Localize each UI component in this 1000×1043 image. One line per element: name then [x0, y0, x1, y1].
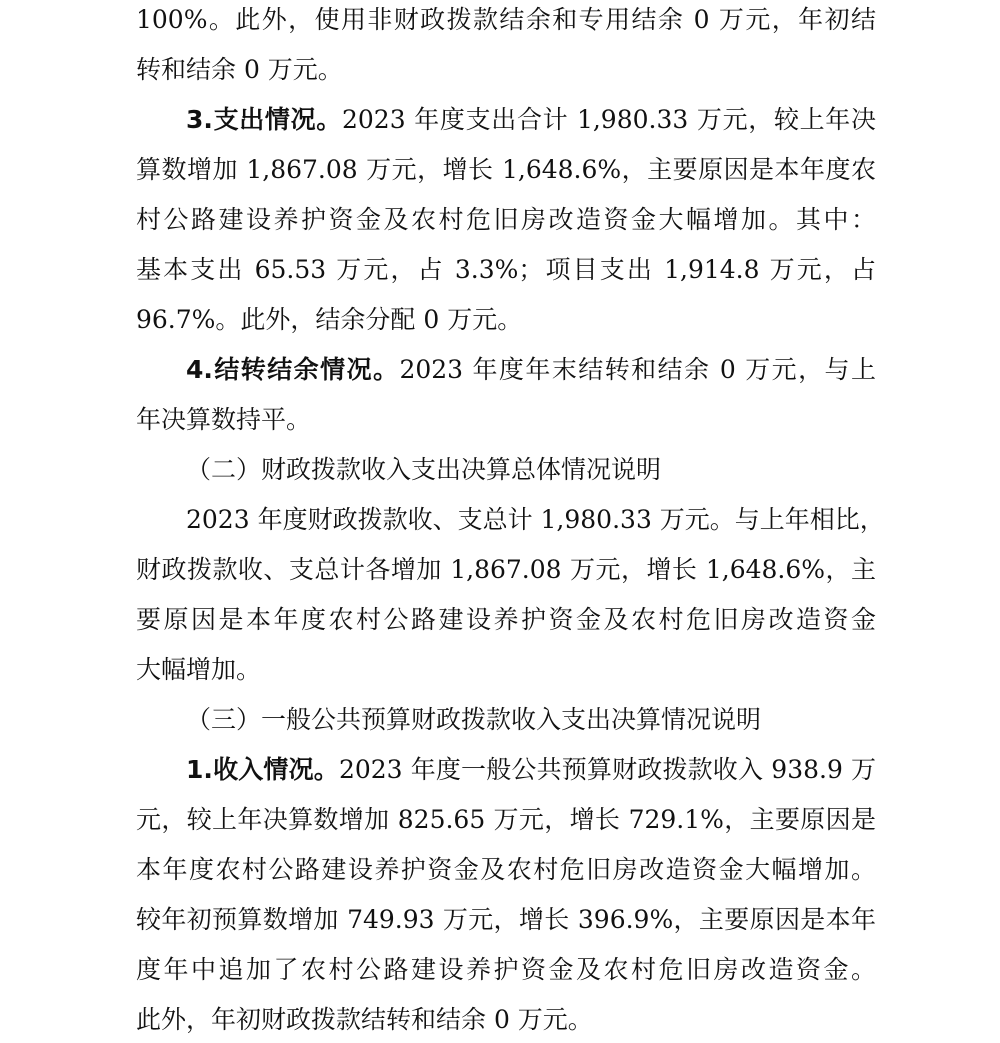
paragraph-line: 本年度农村公路建设养护资金及农村危旧房改造资金大幅增加。: [136, 855, 876, 884]
paragraph-line: 财政拨款收、支总计各增加 1,867.08 万元，增长 1,648.6%，主: [136, 555, 876, 584]
paragraph-line: 大幅增加。: [136, 655, 262, 684]
paragraph-line: 转和结余 0 万元。: [136, 55, 343, 84]
paragraph-heading: 1.收入情况。: [186, 755, 339, 784]
section-heading: （二）财政拨款收入支出决算总体情况说明: [186, 455, 662, 484]
paragraph-line: [186, 100, 876, 140]
paragraph-line: [186, 750, 876, 790]
paragraph-line: 96.7%。此外，结余分配 0 万元。: [136, 305, 523, 334]
paragraph-heading: 3.支出情况。: [186, 105, 342, 134]
paragraph-line: 2023 年度财政拨款收、支总计 1,980.33 万元。与上年相比，: [186, 505, 885, 534]
paragraph-line: 基本支出 65.53 万元，占 3.3%；项目支出 1,914.8 万元，占: [136, 255, 876, 284]
section-heading: （三）一般公共预算财政拨款收入支出决算情况说明: [186, 705, 762, 734]
paragraph-line: 度年中追加了农村公路建设养护资金及农村危旧房改造资金。: [136, 955, 876, 984]
paragraph-line: 村公路建设养护资金及农村危旧房改造资金大幅增加。其中：: [136, 205, 876, 234]
paragraph-line: 较年初预算数增加 749.93 万元，增长 396.9%，主要原因是本年: [136, 905, 876, 934]
paragraph-line: 100%。此外，使用非财政拨款结余和专用结余 0 万元，年初结: [136, 5, 876, 34]
paragraph-line: 要原因是本年度农村公路建设养护资金及农村危旧房改造资金: [136, 605, 876, 634]
paragraph-heading: 4.结转结余情况。: [186, 355, 400, 384]
paragraph-text: 2023 年度年末结转和结余 0 万元，与上: [399, 355, 876, 384]
paragraph-line: 此外，年初财政拨款结转和结余 0 万元。: [136, 1005, 593, 1034]
paragraph-line: 年决算数持平。: [136, 405, 312, 434]
paragraph-text: 2023 年度一般公共预算财政拨款收入 938.9 万: [338, 755, 876, 784]
paragraph-line: [186, 350, 876, 390]
paragraph-text: 2023 年度支出合计 1,980.33 万元，较上年决: [341, 105, 876, 134]
paragraph-line: 元，较上年决算数增加 825.65 万元，增长 729.1%，主要原因是: [136, 805, 876, 834]
paragraph-line: 算数增加 1,867.08 万元，增长 1,648.6%，主要原因是本年度农: [136, 155, 876, 184]
